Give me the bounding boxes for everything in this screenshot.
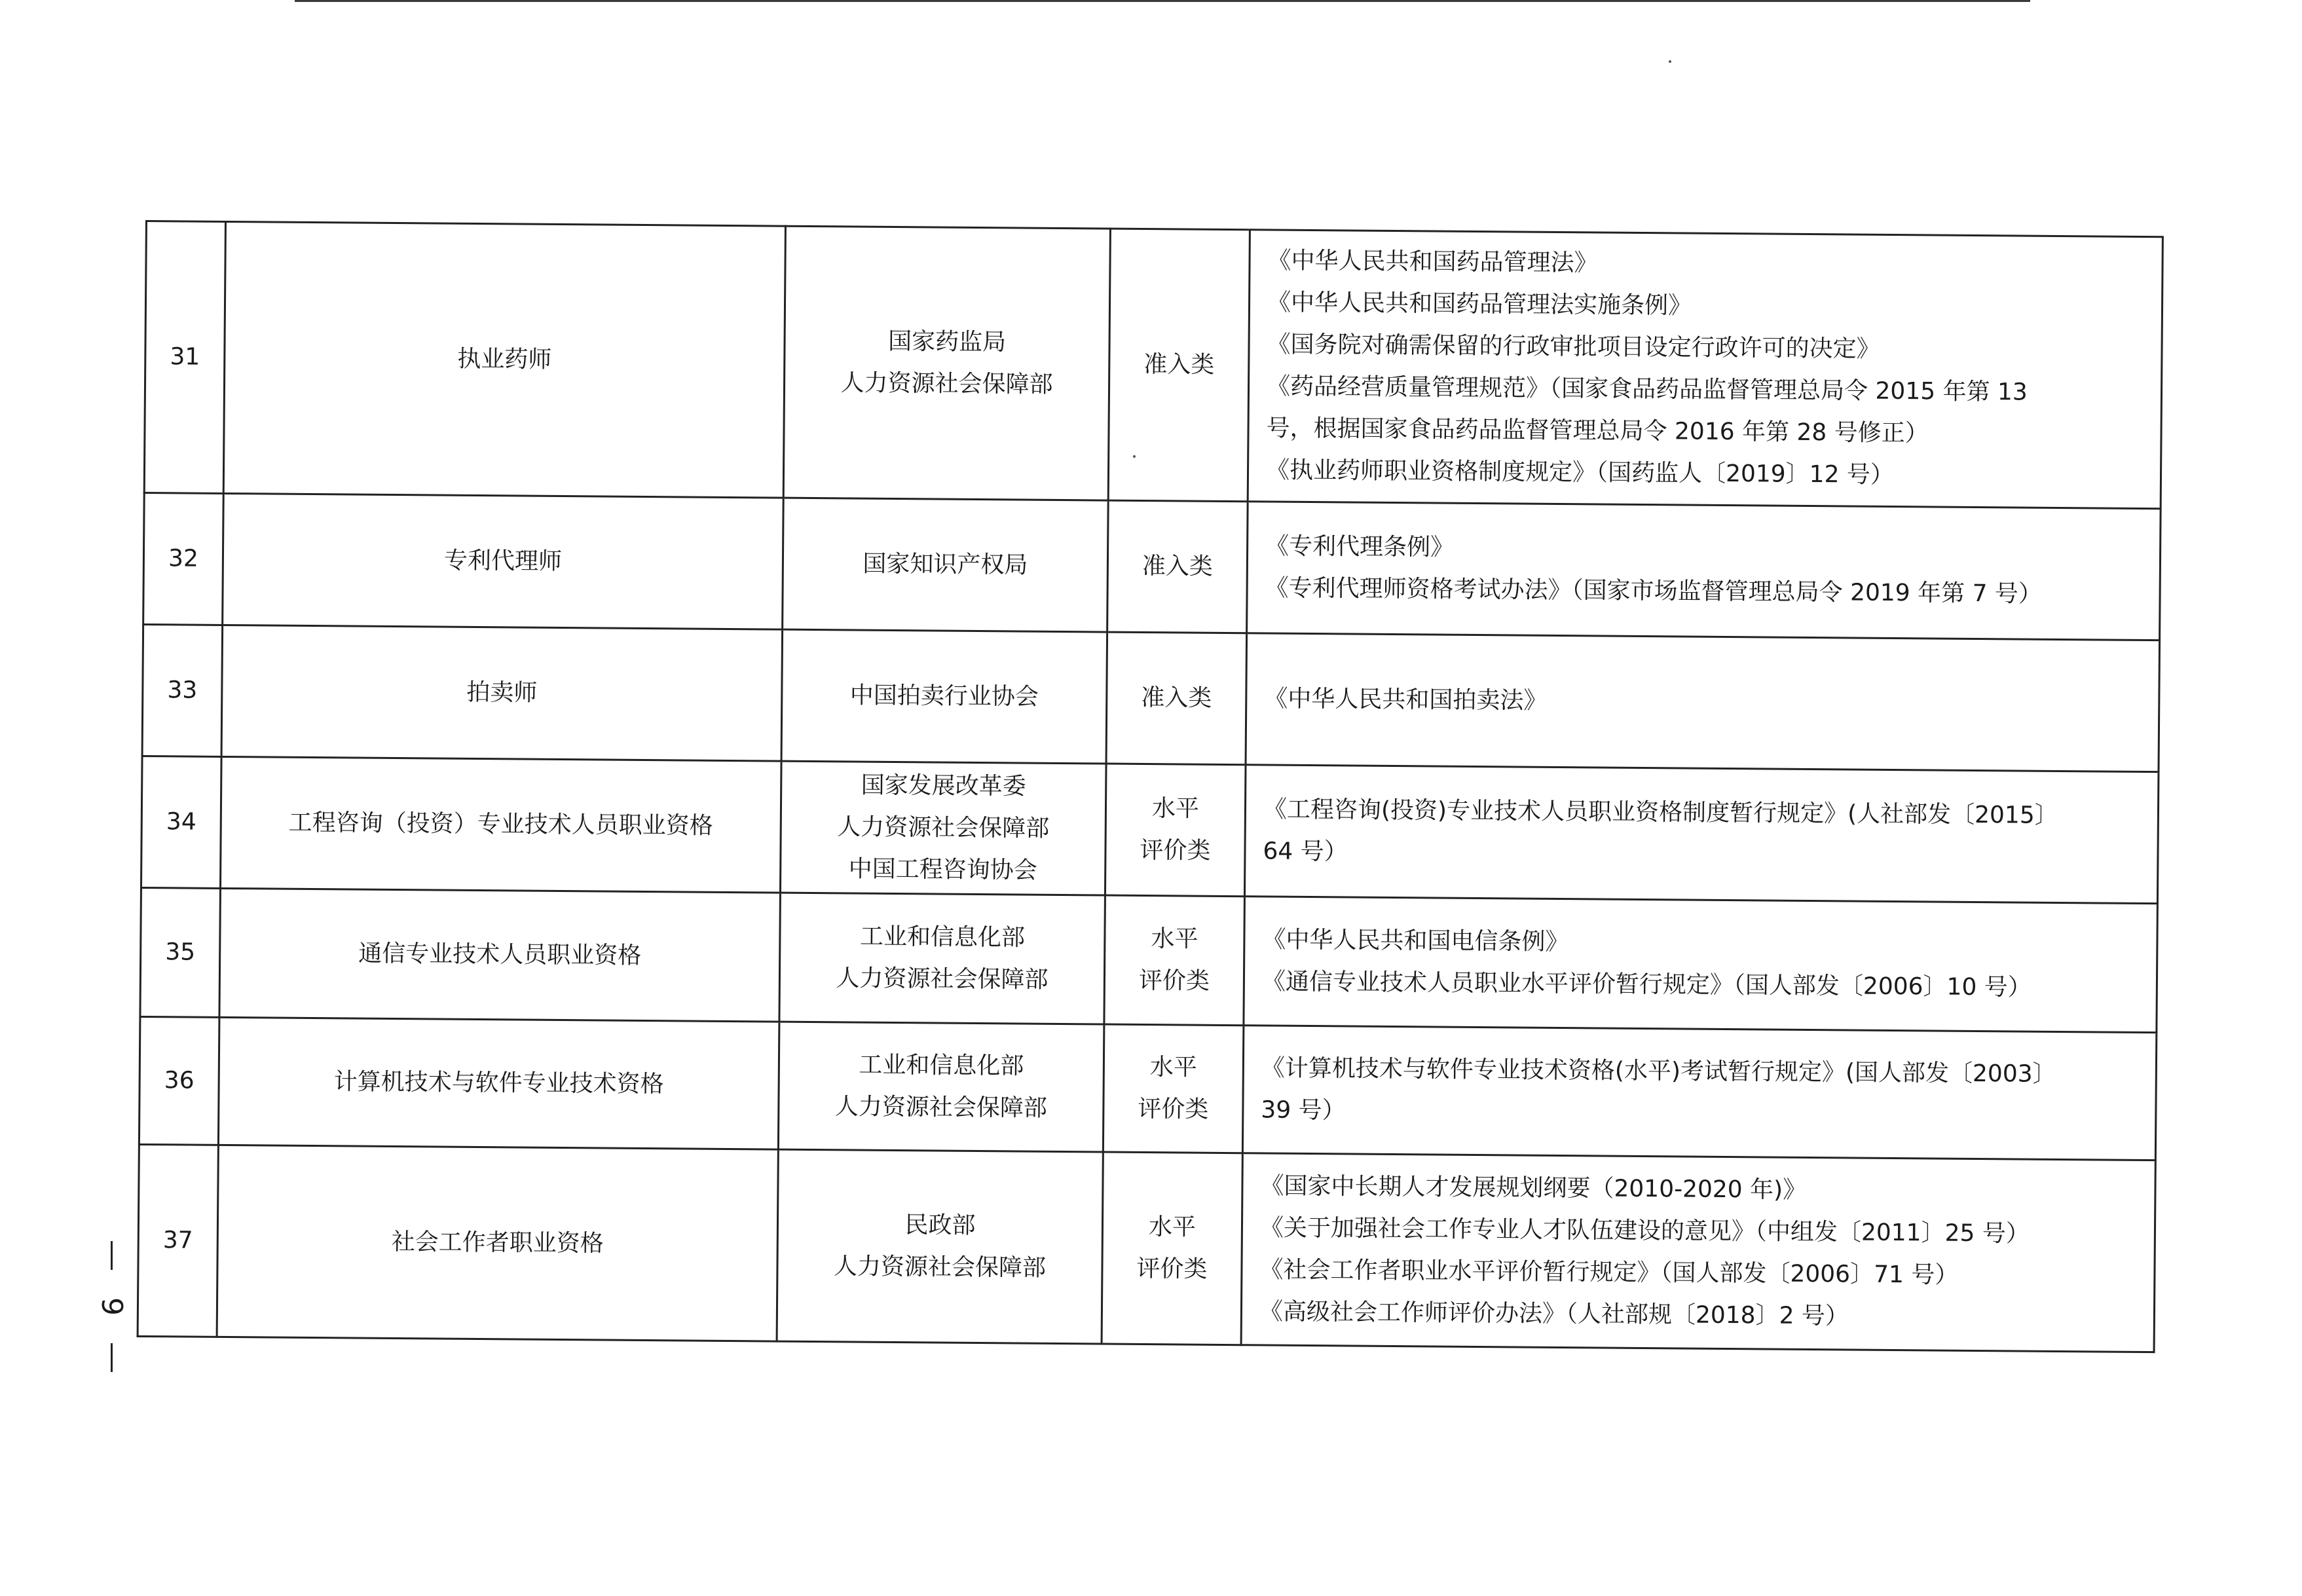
legal-basis-line: 《计算机技术与软件专业技术资格(水平)考试暂行规定》(国人部发〔2003〕 — [1261, 1054, 2056, 1088]
legal-basis-cell — [1241, 1153, 2155, 1352]
department-line: 工业和信息化部 — [859, 1051, 1024, 1080]
department-line: 人力资源社会保障部 — [837, 813, 1050, 842]
table-row — [139, 1016, 2156, 1160]
row-number: 37 — [138, 1144, 218, 1337]
legal-basis-line: 《社会工作者职业水平评价暂行规定》（国人部发〔2006〕71 号） — [1259, 1256, 1959, 1289]
legal-basis-line: 《中华人民共和国药品管理法实施条例》 — [1267, 289, 1692, 320]
category-line: 水平 — [1149, 1054, 1198, 1081]
legal-basis-line: 《通信专业技术人员职业水平评价暂行规定》（国人部发〔2006〕10 号） — [1261, 968, 2032, 1001]
top-border-rule — [295, 0, 2030, 2]
legal-basis-line: 《国家中长期人才发展规划纲要（2010-2020 年)》 — [1260, 1172, 1807, 1204]
category-line: 评价类 — [1140, 836, 1211, 864]
qualification-name: 通信专业技术人员职业资格 — [219, 888, 781, 1022]
row-number: 34 — [141, 756, 221, 888]
category-cell — [1107, 500, 1248, 633]
department-line: 人力资源社会保障部 — [836, 965, 1049, 993]
category-line: 准入类 — [1142, 552, 1214, 580]
department-line: 人力资源社会保障部 — [833, 1253, 1047, 1282]
qualification-name: 专利代理师 — [223, 493, 784, 629]
qualification-name: 计算机技术与软件专业技术资格 — [218, 1017, 779, 1149]
department-cell — [783, 498, 1109, 632]
legal-basis-line: 《中华人民共和国拍卖法》 — [1264, 685, 1548, 714]
row-number: 31 — [144, 221, 225, 494]
table-row — [144, 221, 2163, 509]
department-line: 中国拍卖行业协会 — [849, 682, 1039, 711]
category-cell — [1103, 1024, 1244, 1153]
category-cell — [1102, 1152, 1242, 1345]
department-cell — [777, 1149, 1103, 1344]
table-row — [142, 624, 2159, 771]
legal-basis-line: 39 号） — [1261, 1096, 1346, 1124]
category-line: 水平 — [1151, 925, 1198, 953]
legal-basis-line: 《专利代理条例》 — [1265, 532, 1455, 561]
department-line: 国家知识产权局 — [863, 550, 1028, 579]
department-line: 中国工程咨询协会 — [848, 855, 1037, 884]
department-cell — [778, 1022, 1104, 1152]
category-line: 评价类 — [1136, 1255, 1208, 1283]
department-line: 工业和信息化部 — [859, 923, 1026, 952]
category-cell — [1105, 764, 1246, 897]
legal-basis-cell — [1246, 633, 2160, 772]
page-number-dash — [111, 1343, 113, 1372]
legal-basis-line: 《关于加强社会工作专业人才队伍建设的意见》（中组发〔2011〕25 号） — [1259, 1214, 2030, 1248]
legal-basis-line: 《高级社会工作师评价办法》（人社部规〔2018〕2 号） — [1259, 1298, 1849, 1330]
row-number: 33 — [142, 624, 223, 756]
page-number-value: 9 — [95, 1297, 128, 1316]
department-cell — [781, 629, 1107, 764]
qualification-name: 社会工作者职业资格 — [217, 1145, 778, 1341]
category-cell — [1106, 632, 1247, 765]
category-line: 评价类 — [1138, 967, 1210, 995]
category-line: 水平 — [1151, 795, 1200, 823]
legal-basis-line: 《药品经营质量管理规范》（国家食品药品监督管理总局令 2015 年第 13 — [1266, 373, 2028, 406]
legal-basis-line: 《中华人民共和国药品管理法》 — [1267, 247, 1598, 277]
legal-basis-line: 号，根据国家食品药品监督管理总局令 2016 年第 28 号修正） — [1266, 415, 1929, 447]
legal-basis-cell — [1244, 765, 2159, 904]
department-cell — [779, 893, 1105, 1024]
page-number — [92, 1241, 131, 1372]
category-line: 准入类 — [1141, 684, 1212, 712]
qualification-name: 拍卖师 — [221, 625, 783, 761]
category-line: 准入类 — [1143, 350, 1215, 379]
department-line: 民政部 — [904, 1212, 976, 1240]
table-row — [143, 492, 2161, 640]
legal-basis-cell — [1248, 230, 2163, 509]
qualification-name: 工程咨询（投资）专业技术人员职业资格 — [220, 756, 781, 893]
department-line: 人力资源社会保障部 — [840, 369, 1053, 398]
row-number: 32 — [143, 492, 224, 625]
qualification-name: 执业药师 — [223, 221, 785, 498]
legal-basis-cell — [1247, 502, 2161, 640]
category-cell — [1104, 895, 1245, 1026]
department-line: 国家药监局 — [887, 327, 1007, 356]
table-row — [138, 1144, 2155, 1352]
scan-speck — [1669, 60, 1671, 63]
legal-basis-cell — [1242, 1026, 2156, 1160]
department-cell — [780, 761, 1106, 895]
department-line: 国家发展改革委 — [861, 771, 1026, 800]
legal-basis-line: 64 号） — [1263, 838, 1348, 866]
legal-basis-cell — [1244, 897, 2158, 1033]
table-row — [140, 887, 2157, 1032]
table-row — [141, 756, 2158, 903]
page-number-dash — [111, 1241, 113, 1270]
department-line: 人力资源社会保障部 — [834, 1093, 1048, 1122]
row-number: 36 — [139, 1016, 219, 1145]
legal-basis-line: 《专利代理师资格考试办法》（国家市场监督管理总局令 2019 年第 7 号） — [1265, 574, 2043, 608]
category-line: 水平 — [1148, 1214, 1197, 1241]
category-line: 评价类 — [1138, 1095, 1209, 1123]
row-number: 35 — [140, 887, 221, 1017]
legal-basis-line: 《工程咨询(投资)专业技术人员职业资格制度暂行规定》(人社部发〔2015〕 — [1263, 796, 2058, 829]
department-cell — [783, 226, 1110, 500]
category-cell — [1108, 229, 1250, 502]
legal-basis-line: 《执业药师职业资格制度规定》（国药监人〔2019〕12 号） — [1265, 456, 1895, 489]
legal-basis-line: 《国务院对确需保留的行政审批项目设定行政许可的决定》 — [1267, 331, 1880, 363]
qualification-table — [137, 220, 2164, 1353]
legal-basis-line: 《中华人民共和国电信条例》 — [1262, 926, 1569, 956]
